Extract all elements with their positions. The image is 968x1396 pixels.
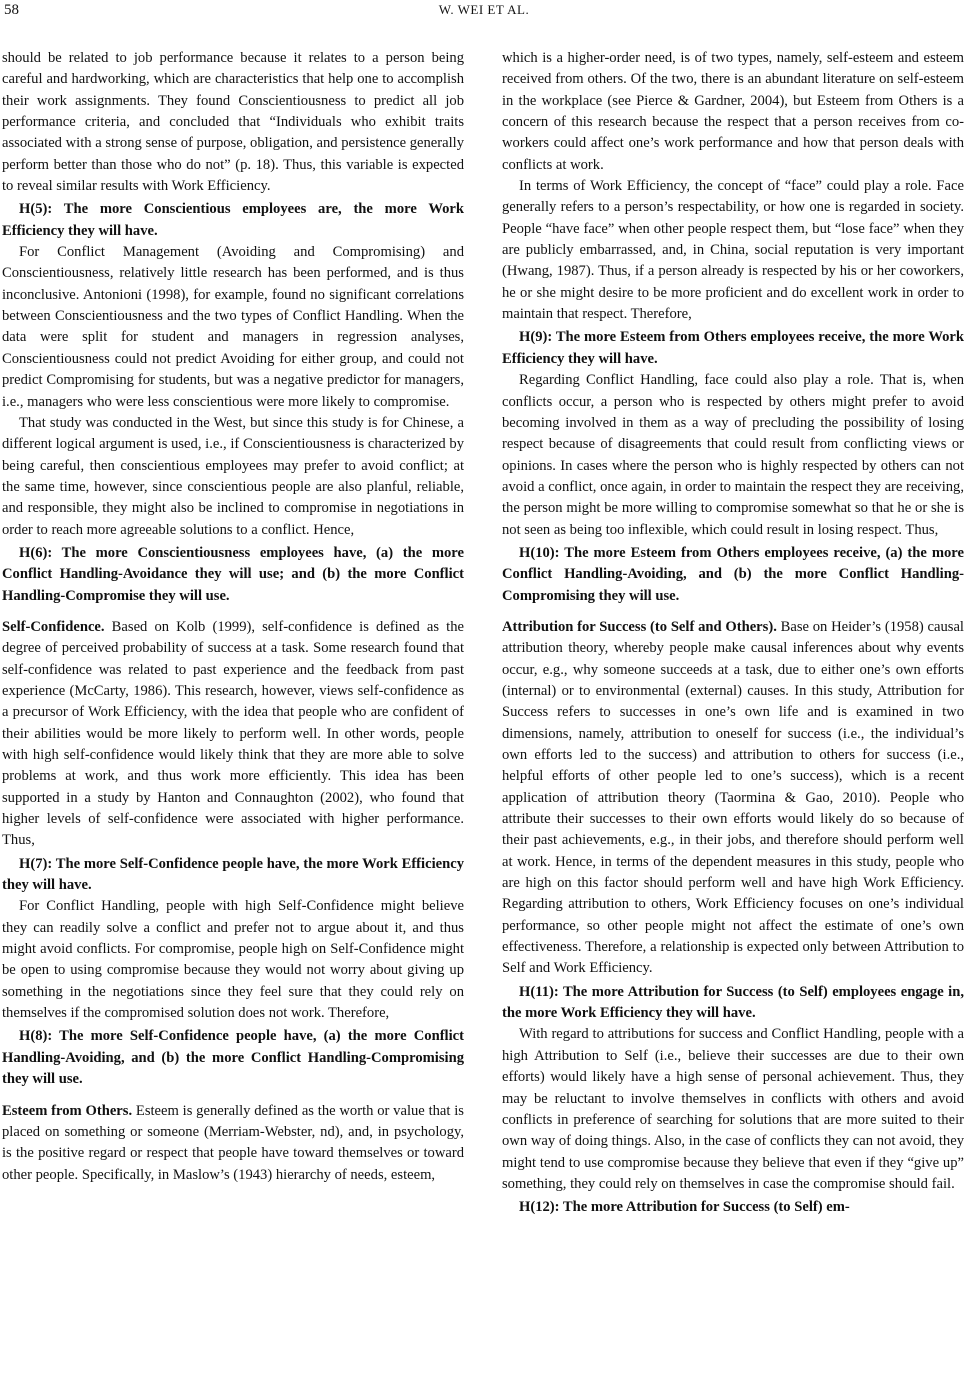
hypothesis: H(7): The more Self-Confidence people have, the more Work Efficiency they will have. [2,855,464,894]
hypothesis: H(9): The more Esteem from Others employees receive, the more Work Efficiency they will have. [502,329,964,367]
left-column [2,48,464,1396]
hypothesis: H(10): The more Esteem from Others employees receive, (a) the more Conflict Handling-Avoiding, and (b) the more Conflict Handling-Compromising they will use. [502,544,964,604]
hypothesis: H(11): The more Attribution for Success (to Self) employees engage in, the more Work Efficiency they will have. [502,983,964,1022]
page-number: 58 [4,2,19,18]
section-body: Base on Heider’s (1958) causal attribution theory, whereby people make causal inferences about why events occur, e.g., why someone succeeds at a task, due to either one’s own efforts (internal) or to environmental (external) causes. In this study, Attribution for Success refers to successes in one’s own life and is examined in two dimensions, namely, attribution to oneself for success (i.e., the individual’s own efforts led to the success) and attribution to others for success (i.e., helpful efforts of other people led to one’s success), which is a recent application of attribution theory (Taormina & Gao, 2010). People who attribute their successes to their own efforts would likely do so because of their past achievements, e.g., in their jobs, and therefore should perform well at work. Hence, in terms of the dependent measures in this study, people who are high on this factor should perform well and have high Work Efficiency. Regarding attribution to others, Work Efficiency focuses on one’s individual performance, so other people might not affect the estimate of one’s own effectiveness. Therefore, a relationship is expected only between Attribution to Self and Work Efficiency. [502,618,964,977]
paragraph: In terms of Work Efficiency, the concept of “face” could play a role. Face generally refers to a person’s respectability, or how one is regarded in society. People “have face” when other people respect them, but “lose face” when they are publicly embarrassed, and, in China, social reputation is very important (Hwang, 1987). Thus, if a person already is respected by his or her coworkers, he or she might desire to be more proficient and do excellent work in order to maintain that respect. Therefore, [502,178,964,323]
section-title: Self-Confidence. [2,618,105,635]
paragraph-continued: which is a higher-order need, is of two types, namely, self-esteem and esteem received from others. Of the two, there is an abundant literature on self-esteem in the workplace (see Pierce & Gardner, 2004), but Esteem from Others is a concern of this research because the respect that a person receives from co-workers could affect one’s work performance and how that person deals with conflicts at work. [502,50,964,173]
section-body: Based on Kolb (1999), self-confidence is defined as the degree of perceived probability of success at a task. Some research found that self-confidence was related to past experience and the feedback from past experience (McCarty, 1986). This research, however, views self-confidence as a precursor of Work Efficiency, with the idea that people who are confident of their abilities would be more likely to perform well. In other words, people with high self-confidence would likely think that they are more able to solve problems at work, and thus work more efficiently. This idea has been supported in a study by Hanton and Connaughton (2002), who found that higher levels of self-confidence were associated with higher performance. Thus, [2,618,464,849]
hypothesis: H(5): The more Conscientious employees are, the more Work Efficiency they will have. [2,201,464,239]
hypothesis: H(8): The more Self-Confidence people have, (a) the more Conflict Handling-Avoiding, and (b) the more Conflict Handling-Compromising they will use. [2,1028,464,1088]
paragraph: For Conflict Management (Avoiding and Compromising) and Conscientiousness, relatively little research has been performed, and is thus inconclusive. Antonioni (1998), for example, found no significant correlations between Conscientiousness and the two types of Conflict Handling. When the data were split for student and managers in regression analyses, Conscientiousness could not predict Avoiding for either group, and could not predict Compromising for students, but was a negative predictor for managers, i.e., managers who were less conscientious were more likely to compromise. [2,244,464,410]
right-column [502,48,964,1396]
paragraph: For Conflict Handling, people with high Self-Confidence might believe they can readily solve a conflict and prefer not to argue about it, and thus might avoid conflicts. For compromise, people high on Self-Confidence might be open to using compromise because they would not worry about giving up something in the negotiations since they feel sure that they could rely on themselves if the compromised solution does not work. Therefore, [2,898,464,1022]
section-paragraph [2,1101,464,1186]
section-body: Esteem is generally defined as the worth or value that is placed on something or someone (Merriam-Webster, nd), and, in psychology, is the positive regard or respect that people have toward themselves or toward other people. Specifically, in Maslow’s (1943) hierarchy of needs, esteem, [2,1102,464,1183]
paragraph-continued: should be related to job performance because it relates to a person being careful and hardworking, which are characteristics that help one to accomplish their work assignments. They found Conscientiousness to predict all job performance criteria, and concluded that “Individuals who exhibit traits associated with a strong sense of purpose, obligation, and persistence generally perform better than those who do not” (p. 18). Thus, this variable is expected to reveal similar results with Work Efficiency. [2,50,464,195]
paragraph: Regarding Conflict Handling, face could also play a role. That is, when conflicts occur, a person who is respected by others might prefer to avoid becoming involved in them as a way of precluding the possibility of losing respect because of disagreements that could result from conflicting views or opinions. In cases where the person who is highly respected by others can not avoid a conflict, once again, in order to maintain the respect they are receiving, the person might be more willing to compromise somewhat so that he or she is not seen as being too inflexible, which could result in losing respect. Thus, [502,372,964,538]
page-header [0,0,968,40]
hypothesis: H(6): The more Conscientiousness employees have, (a) the more Conflict Handling-Avoidance they will use; and (b) the more Conflict Handling-Compromise they will use. [2,544,464,604]
section-paragraph [502,617,964,980]
hypothesis: H(12): The more Attribution for Success (to Self) em- [519,1199,850,1216]
section-title: Attribution for Success (to Self and Others). [502,618,777,635]
paragraph: That study was conducted in the West, but since this study is for Chinese, a different logical argument is used, i.e., if Conscientiousness is characterized by being careful, then conscientious employees may prefer to avoid conflict; at the same time, however, since conscientious people are also planful, reliable, and responsible, they might also be inclined to compromise in negotiations in order to reach more agreeable solutions to a conflict. Hence, [2,414,464,538]
section-title: Esteem from Others. [2,1102,133,1119]
section-paragraph [2,617,464,852]
paragraph: With regard to attributions for success and Conflict Handling, people with a high Attribution to Self (i.e., believe their successes are due to their own efforts) would likely have a high sense of personal achievement. Thus, they may be reluctant to involve themselves in conflicts with others and avoid conflicts in preference of searching for solutions that are more suited to their own way of doing things. Also, in the case of conflicts they can not avoid, they might tend to use compromise because they believe that even if they “give up” something, they could rely on themselves in case the compromise should fail. [502,1026,964,1192]
running-head: W. WEI ET AL. [438,2,530,17]
